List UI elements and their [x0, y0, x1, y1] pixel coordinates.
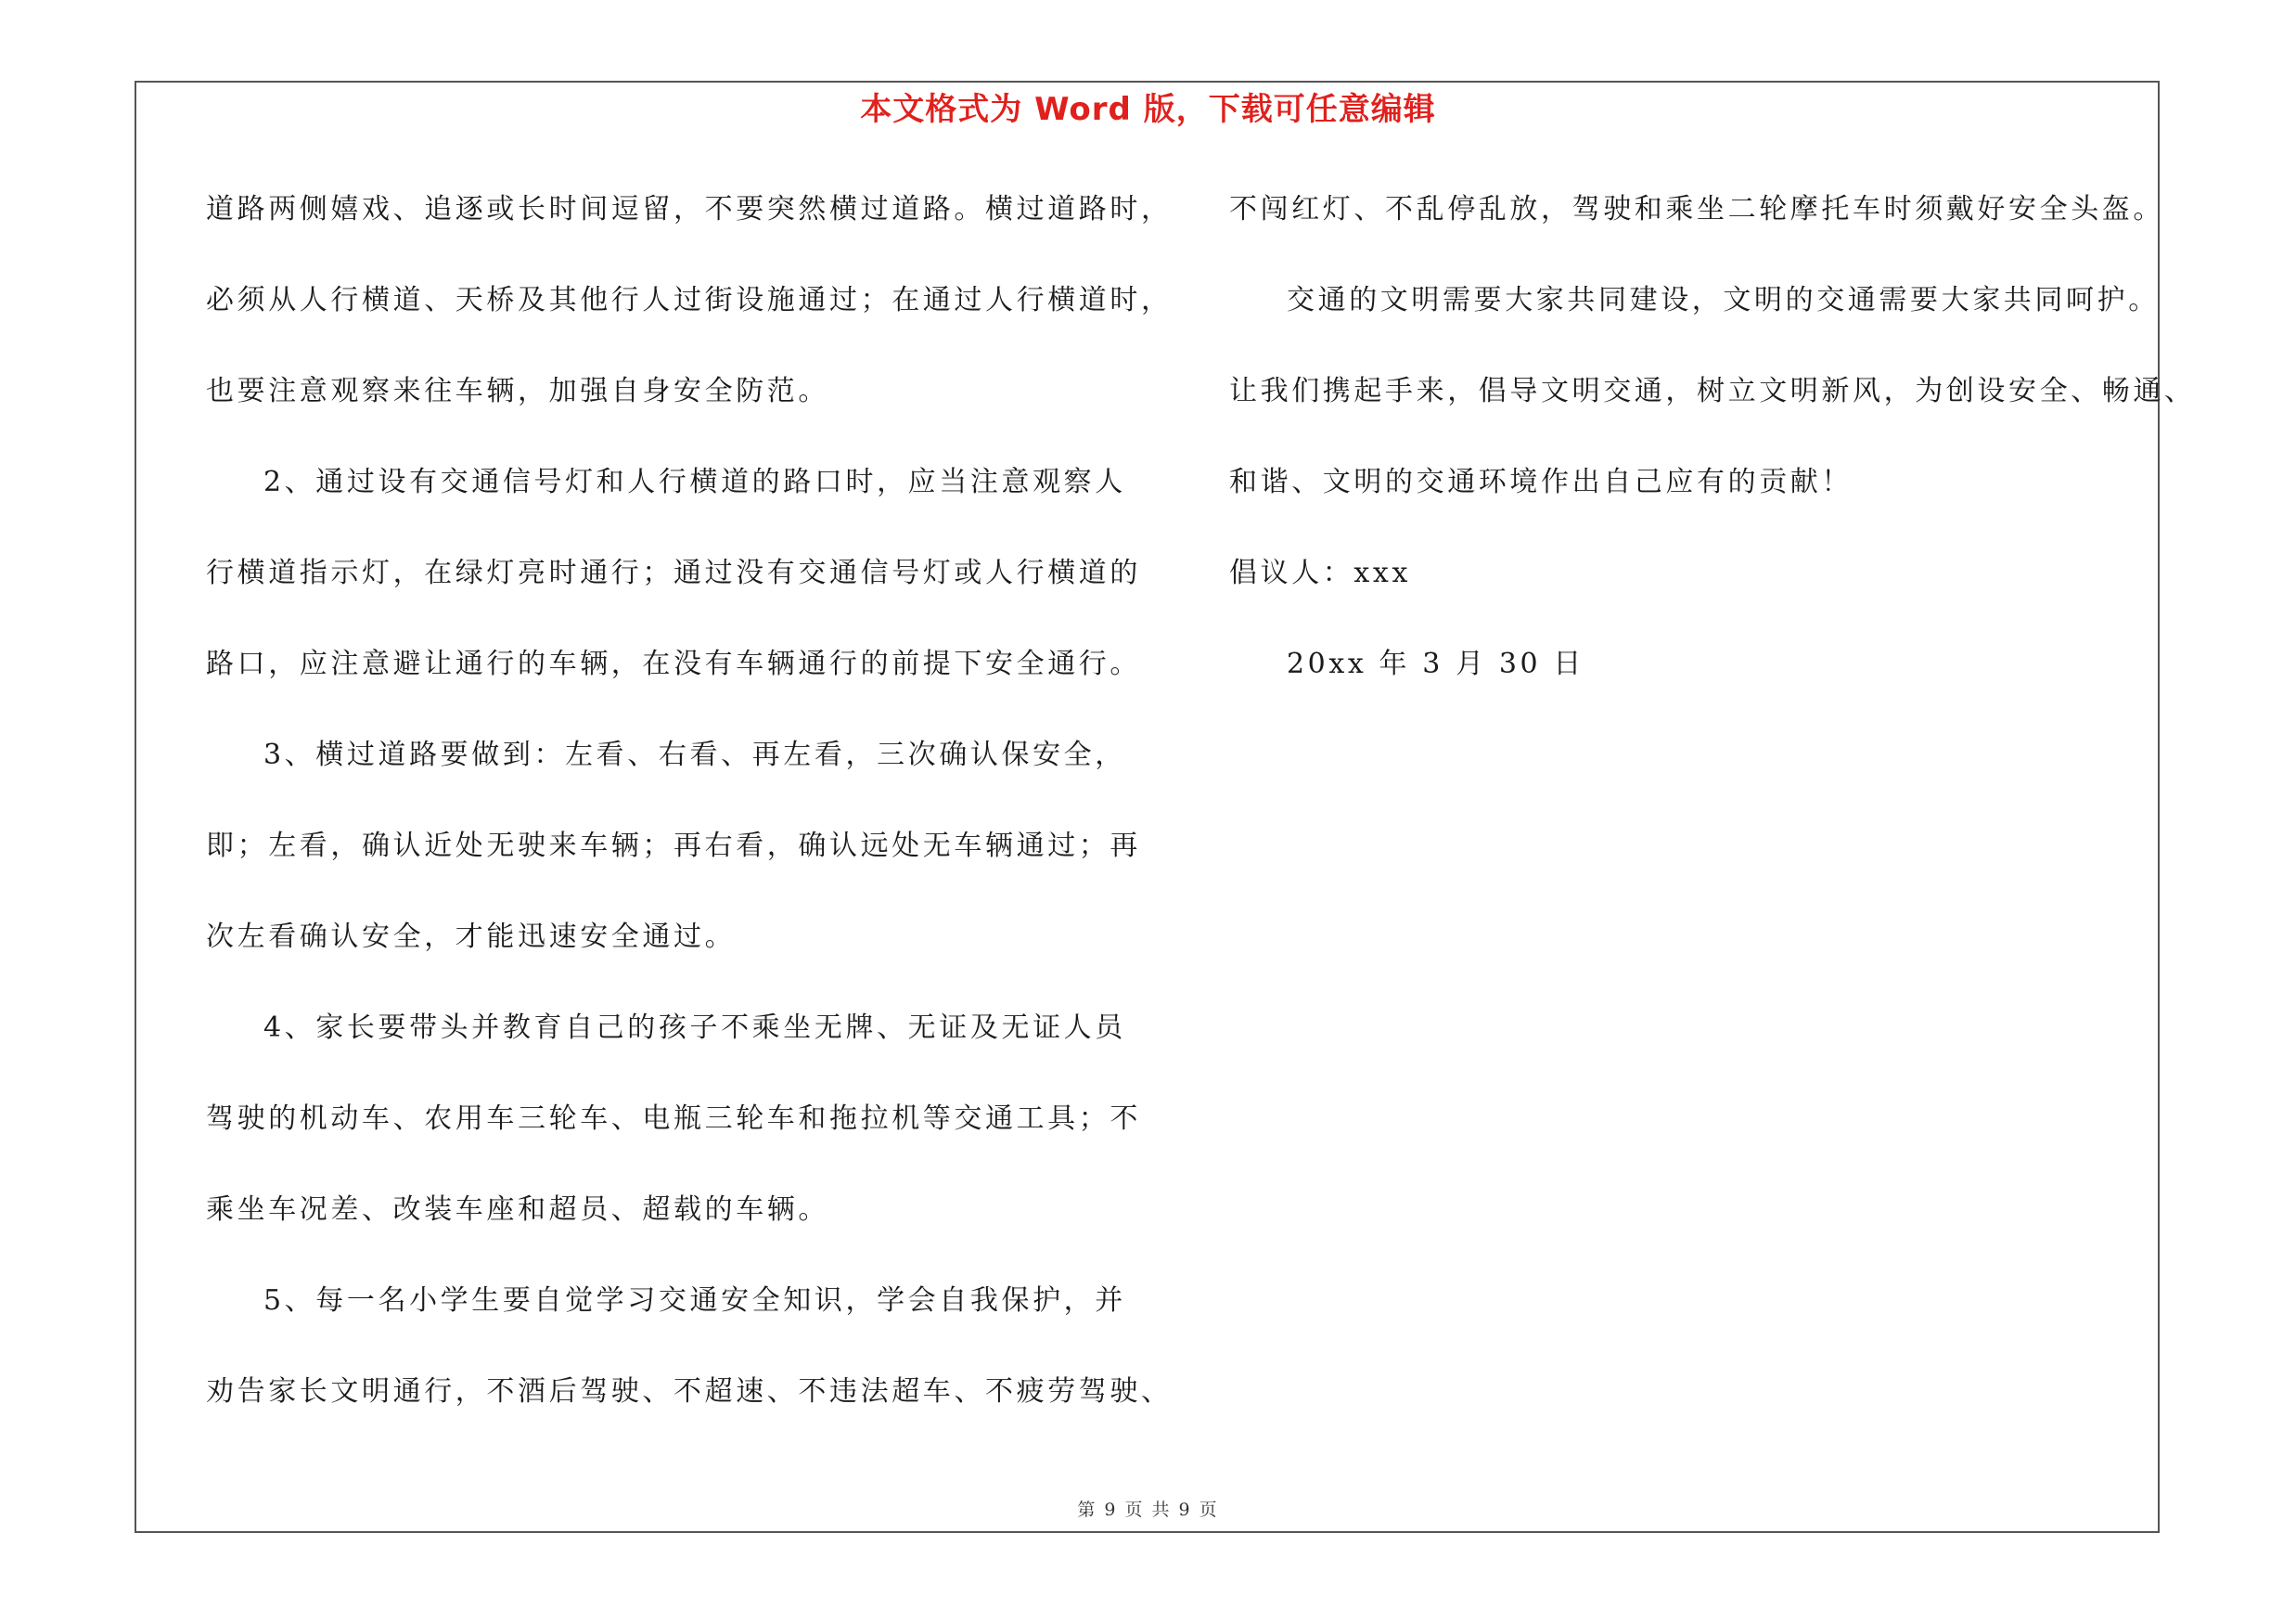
text-line: 5、每一名小学生要自觉学习交通安全知识，学会自我保护，并	[263, 1284, 1126, 1317]
page-number-footer: 第 9 页 共 9 页	[1077, 1500, 1219, 1520]
text-line: 必须从人行横道、天桥及其他行人过街设施通过；在通过人行横道时，	[206, 284, 1173, 316]
text-line: 乘坐车况差、改装车座和超员、超载的车辆。	[206, 1193, 829, 1226]
text-line: 路口，应注意避让通行的车辆，在没有车辆通行的前提下安全通行。	[206, 648, 1141, 680]
text-line: 让我们携起手来，倡导文明交通，树立文明新风，为创设安全、畅通、	[1229, 375, 2196, 407]
text-line: 3、横过道路要做到：左看、右看、再左看，三次确认保安全，	[263, 739, 1126, 771]
text-line: 不闯红灯、不乱停乱放，驾驶和乘坐二轮摩托车时须戴好安全头盔。	[1229, 193, 2164, 225]
text-line: 20xx 年 3 月 30 日	[1287, 648, 1584, 680]
text-line: 2、通过设有交通信号灯和人行横道的路口时，应当注意观察人	[263, 466, 1126, 498]
word-format-banner: 本文格式为 Word 版，下载可任意编辑	[860, 91, 1436, 128]
text-line: 次左看确认安全，才能迅速安全通过。	[206, 921, 737, 953]
text-line: 行横道指示灯，在绿灯亮时通行；通过没有交通信号灯或人行横道的	[206, 557, 1141, 589]
text-line: 倡议人：xxx	[1229, 557, 1411, 589]
right-text-column	[1229, 182, 2194, 728]
text-line: 4、家长要带头并教育自己的孩子不乘坐无牌、无证及无证人员	[263, 1011, 1126, 1044]
text-line: 交通的文明需要大家共同建设，文明的交通需要大家共同呵护。	[1287, 284, 2160, 316]
text-line: 驾驶的机动车、农用车三轮车、电瓶三轮车和拖拉机等交通工具；不	[206, 1102, 1141, 1135]
text-line: 劝告家长文明通行，不酒后驾驶、不超速、不违法超车、不疲劳驾驶、	[206, 1375, 1173, 1408]
text-line: 也要注意观察来往车辆，加强自身安全防范。	[206, 375, 829, 407]
text-line: 道路两侧嬉戏、追逐或长时间逗留，不要突然横过道路。横过道路时，	[206, 193, 1173, 225]
text-line: 即；左看，确认近处无驶来车辆；再右看，确认远处无车辆通过；再	[206, 830, 1141, 862]
text-line: 和谐、文明的交通环境作出自己应有的贡献！	[1229, 466, 1853, 498]
left-text-column	[206, 182, 1173, 1455]
